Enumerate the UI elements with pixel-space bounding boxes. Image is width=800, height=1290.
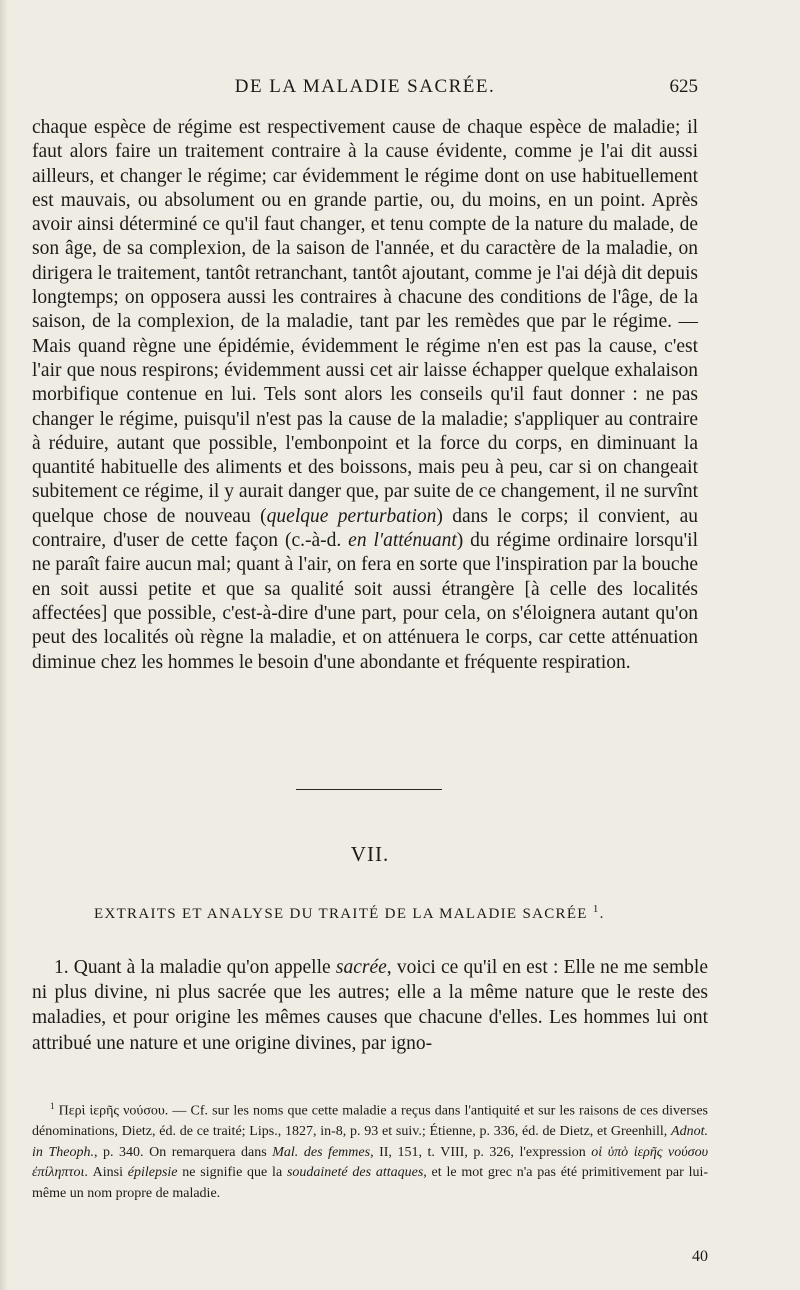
printer-signature-mark: 40 xyxy=(692,1248,708,1265)
footnote xyxy=(32,1096,708,1204)
section-italic: sacrée xyxy=(335,957,387,978)
page-edge-shadow xyxy=(0,0,8,1290)
body-text-part-1: chaque espèce de régime est respectivement cause de chaque espèce de maladie; il faut alors faire un traitement contraire à la cause évidente, comme je l'ai dit aussi ailleurs, et changer le régime; car évidemment le régime dont on use habituellement est mauvais, ou absolument ou en grande partie, ou, du moins, en un point. Après avoir ainsi déterminé ce qu'il faut changer, et tenu compte de la nature du malade, de son âge, de sa complexion, de la saison de l'année, et du caractère de la maladie, on dirigera le traitement, tantôt retranchant, tantôt ajoutant, comme je l'ai déjà dit depuis longtemps; on opposera aussi les contraires à chacune des conditions de l'âge, de la saison, de la complexion, de la maladie, tant par les remèdes que par le régime. — Mais quand règne une épidémie, évidemment le régime n'en est pas la cause, c'est l'air que nous respirons; évidemment aussi cet air laisse échapper quelque exhalaison morbifique contenue en lui. Tels sont alors les conseils qu'il faut donner : ne pas changer le régime, puisqu'il n'est pas la cause de la maladie; s'appliquer au contraire à réduire, autant que possible, l'embonpoint et la force du corps, en diminuant la quantité habituelle des aliments et des boissons, mais peu à peu, car si on changeait subitement ce régime, il y aurait danger que, par suite de ce changement, il ne survînt quelque chose de nouveau ( xyxy=(32,117,699,527)
body-paragraph xyxy=(32,116,698,675)
body-italic-1: quelque perturbation xyxy=(266,505,437,527)
section-text-part-2: , voici ce qu'il en est : Elle ne me semble ni plus divine, ni plus sacrée que les autres; elle a la même nature que le reste des maladies, et pour origine les mêmes causes que chacune d'elles. Les hommes lui ont attribué une nature et une origine divines, par igno- xyxy=(32,957,709,1054)
section-paragraph xyxy=(32,955,708,1056)
footnote-text-3: , II, 151, t. VIII, p. 326, l'expression xyxy=(370,1144,592,1160)
body-text-part-2: ) dans le corps; il convient, au contraire, d'user de cette façon (c.-à-d. xyxy=(32,505,698,552)
footnote-italic-1: Adnot. in Theoph. xyxy=(32,1124,708,1160)
section-divider-rule xyxy=(296,789,442,790)
section-heading-period: . xyxy=(599,906,605,922)
footnote-greek-title: Περὶ ἱερῆς νούσου. xyxy=(58,1103,169,1119)
section-number: VII. xyxy=(350,842,390,866)
footnote-italic-4: soudaineté des attaques xyxy=(286,1165,424,1181)
section-text-part-1: 1. Quant à la maladie qu'on appelle xyxy=(54,957,336,978)
footnote-greek-expression: οἱ ὑπὸ ἱερῆς νούσου ἐπίληπτοι xyxy=(32,1144,708,1181)
footnote-text-2: , p. 340. On remarquera dans xyxy=(93,1144,273,1160)
section-heading-text: EXTRAITS ET ANALYSE DU TRAITÉ DE LA MALADIE SACRÉE xyxy=(94,906,588,922)
running-head xyxy=(32,76,698,106)
footnote-mark: 1 xyxy=(50,1101,55,1111)
body-italic-2: en l'atténuant xyxy=(348,530,457,552)
footnote-text-1: — Cf. sur les noms que cette maladie a reçus dans l'antiquité et sur les raisons de ces diverses dénominations, Dietz, éd. de ce traité; Lips., 1827, in-8, p. 93 et suiv.; Étienne, p. 336, éd. de Dietz, et Greenhill, xyxy=(32,1103,709,1140)
footnote-text-5: ne signifie que la xyxy=(177,1165,287,1181)
footnote-text-6: , et le mot grec n'a pas été primitivement par lui-même un nom propre de maladie. xyxy=(32,1165,709,1201)
footnote-italic-2: Mal. des femmes xyxy=(272,1144,371,1160)
footnote-text-4: . Ainsi xyxy=(84,1165,128,1181)
section-heading-note-mark: 1 xyxy=(592,903,600,915)
body-text-part-3: ) du régime ordinaire lorsqu'il ne paraît faire aucun mal; quant à l'air, on fera en sorte que l'inspiration par la bouche en soit aussi petite et que sa qualité soit aussi étrangère [à celle des localités affectées] que possible, c'est-à-dire d'une part, pour cela, on s'éloignera autant qu'on peut des localités où règne la maladie, et on atténuera le corps, car cette atténuation diminue chez les hommes le besoin d'une abondante et fréquente respiration. xyxy=(32,530,698,673)
page-number: 625 xyxy=(669,76,698,97)
footnote-italic-3: épilepsie xyxy=(127,1165,178,1181)
section-heading xyxy=(94,903,694,923)
running-title: DE LA MALADIE SACRÉE. xyxy=(234,76,496,97)
